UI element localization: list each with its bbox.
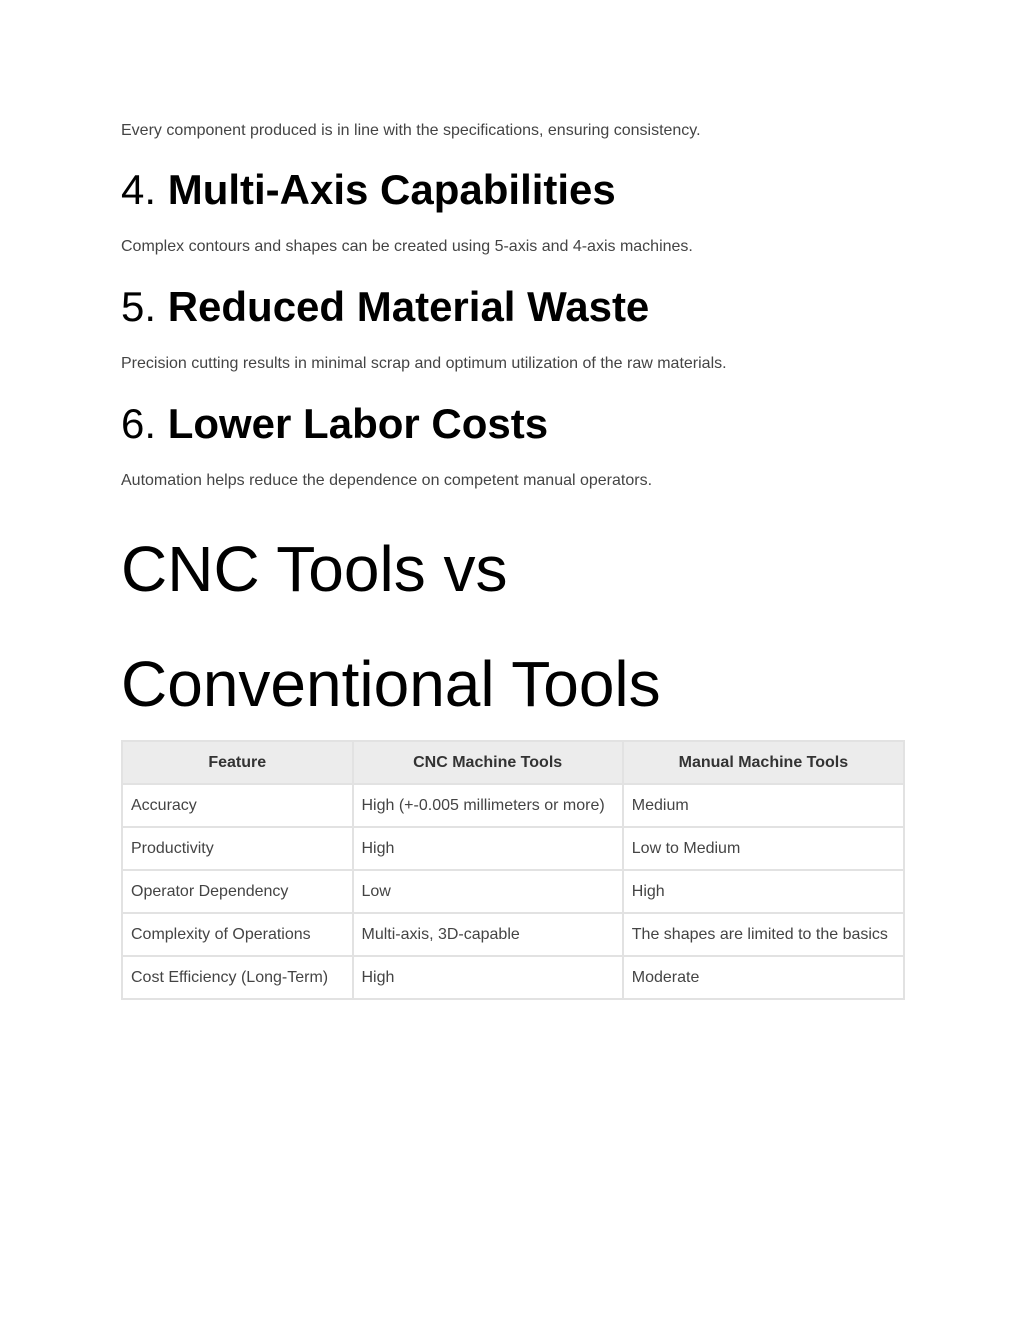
table-row — [122, 913, 904, 956]
table-row — [122, 956, 904, 999]
table-cell: Multi-axis, 3D-capable — [353, 913, 623, 956]
table-cell: Medium — [623, 784, 904, 827]
section-text: Precision cutting results in minimal scrap and optimum utilization of the raw materials. — [121, 355, 727, 372]
comparison-title-line2: Conventional Tools — [121, 648, 661, 720]
table-cell: Low to Medium — [623, 827, 904, 870]
section-labor-costs — [121, 399, 905, 489]
section-number: 5. — [121, 283, 157, 330]
table-row — [122, 827, 904, 870]
table-cell: Operator Dependency — [122, 870, 353, 913]
section-title: Lower Labor Costs — [167, 400, 549, 447]
section-title: Multi-Axis Capabilities — [167, 166, 616, 213]
table-cell: High — [353, 827, 623, 870]
section-heading — [121, 399, 905, 449]
header-feature: Feature — [122, 741, 353, 784]
table-row — [122, 870, 904, 913]
table-cell: High (+-0.005 millimeters or more) — [353, 784, 623, 827]
table-cell: High — [623, 870, 904, 913]
section-title: Reduced Material Waste — [167, 283, 650, 330]
comparison-title-line1: CNC Tools vs — [121, 533, 508, 605]
intro-paragraph: Every component produced is in line with the specifications, ensuring consistency. — [121, 122, 701, 139]
section-text: Complex contours and shapes can be created using 5-axis and 4-axis machines. — [121, 238, 693, 255]
table-cell: Moderate — [623, 956, 904, 999]
section-multi-axis — [121, 165, 905, 255]
section-text: Automation helps reduce the dependence on competent manual operators. — [121, 472, 653, 489]
comparison-table — [121, 740, 905, 1000]
table-cell: Cost Efficiency (Long-Term) — [122, 956, 353, 999]
header-manual: Manual Machine Tools — [623, 741, 904, 784]
section-material-waste — [121, 282, 905, 372]
table-cell: The shapes are limited to the basics — [623, 913, 904, 956]
section-number: 6. — [121, 400, 157, 447]
table-cell: Productivity — [122, 827, 353, 870]
section-number: 4. — [121, 166, 157, 213]
comparison-title — [121, 512, 661, 742]
section-heading — [121, 282, 905, 332]
table-cell: Complexity of Operations — [122, 913, 353, 956]
table-cell: Accuracy — [122, 784, 353, 827]
section-heading — [121, 165, 905, 215]
table-row — [122, 784, 904, 827]
table-cell: Low — [353, 870, 623, 913]
table-header-row — [122, 741, 904, 784]
header-cnc: CNC Machine Tools — [353, 741, 623, 784]
table-cell: High — [353, 956, 623, 999]
